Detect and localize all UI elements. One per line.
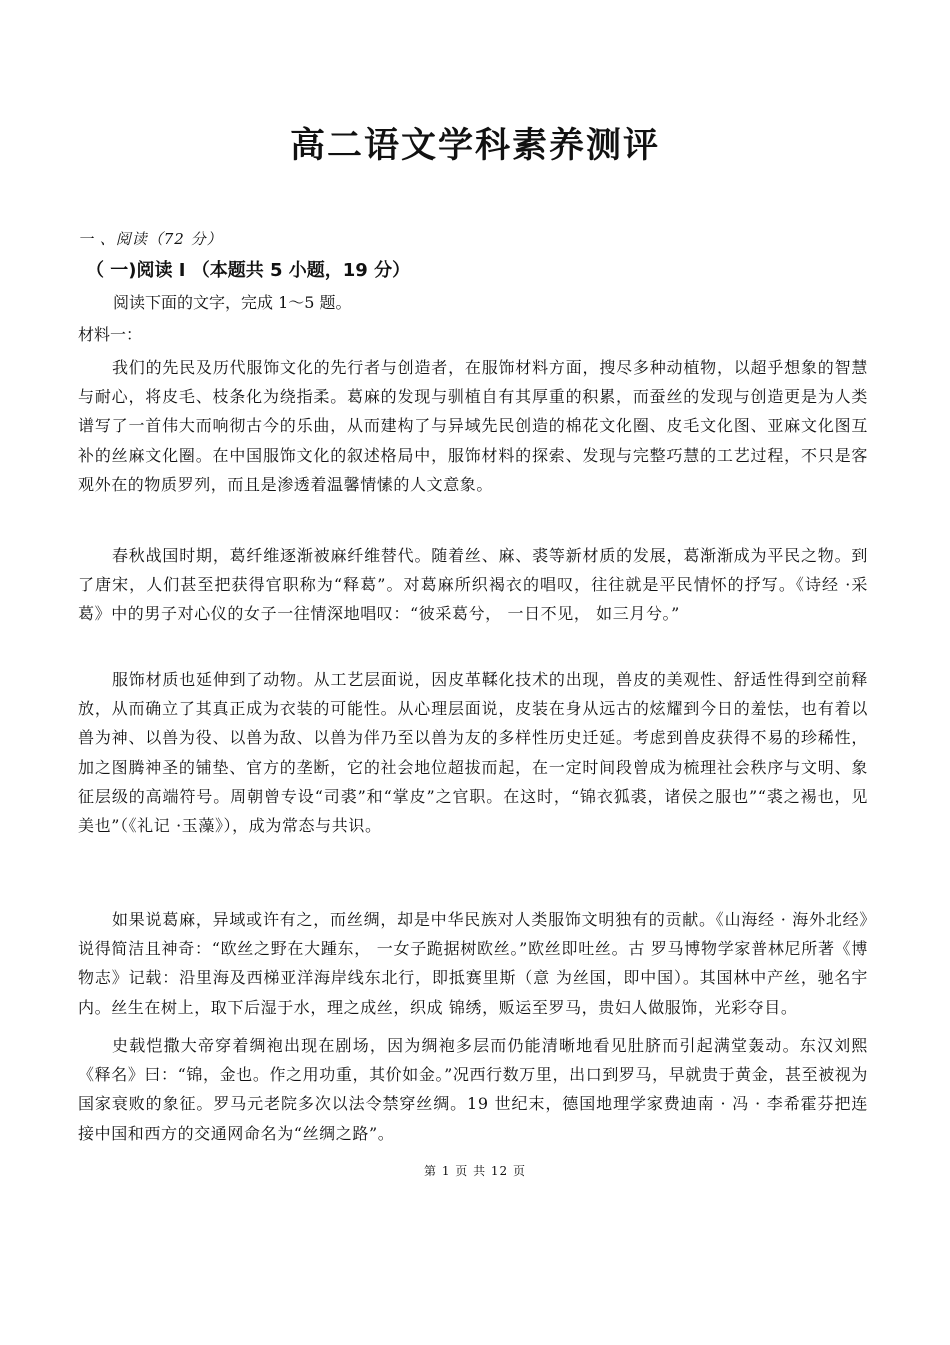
body-paragraph: 如果说葛麻，异域或许有之，而丝绸，却是中华民族对人类服饰文明独有的贡献。《山海经 · 海外北经》说得简洁且神奇：“欧丝之野在大踵东， 一女子跪据树欧丝。”欧丝即吐丝。古 罗马博物学家普林尼所著《博物志》记载：沿里海及西梯亚洋海岸线东北行，即抵赛里斯（意 为丝国，即中国）。其国林中产丝，驰名宇内。丝生在树上，取下后湿于水，理之成丝，织成 锦绣，贩运至罗马，贵妇人做服饰，光彩夺目。 [78, 910, 868, 1017]
body-paragraph: 我们的先民及历代服饰文化的先行者与创造者，在服饰材料方面，搜尽多种动植物，以超乎想象的智慧与耐心，将皮毛、枝条化为绕指柔。葛麻的发现与驯植自有其厚重的积累，而蚕丝的发现与创造更是为人类谱写了一首伟大而响彻古今的乐曲，从而建构了与异域先民创造的棉花文化圈、皮毛文化图、亚麻文化图互补的丝麻文化圈。在中国服饰文化的叙述格局中，服饰材料的探索、发现与完整巧慧的工艺过程，不只是客观外在的物质罗列，而且是渗透着温馨情愫的人文意象。 [78, 358, 868, 494]
instruction-text: 阅读下面的文字，完成 1～5 题。 [113, 293, 352, 312]
page-title: 高二语文学科素养测评 [289, 126, 660, 166]
body-paragraph: 春秋战国时期，葛纤维逐渐被麻纤维替代。随着丝、麻、裘等新材质的发展，葛渐渐成为平民之物。到了唐宋，人们甚至把获得官职称为“释葛”。对葛麻所织褐衣的唱叹，往往就是平民情怀的抒写。《诗经 ·采葛》中的男子对心仪的女子一往情深地唱叹：“彼采葛兮， 一日不见， 如三月兮。” [78, 546, 868, 624]
body-paragraph: 史载恺撒大帝穿着绸袍出现在剧场，因为绸袍多层而仍能清晰地看见肚脐而引起满堂轰动。东汉刘熙《释名》曰：“锦，金也。作之用功重，其价如金。”况西行数万里，出口到罗马，早就贵于黄金，甚至被视为国家衰败的象征。罗马元老院多次以法令禁穿丝绸。19 世纪末，德国地理学家费迪南 · 冯 · 李希霍芬把连接中国和西方的交通网命名为“丝绸之路”。 [78, 1036, 868, 1143]
body-paragraph: 服饰材质也延伸到了动物。从工艺层面说，因皮革鞣化技术的出现，兽皮的美观性、舒适性得到空前释放，从而确立了其真正成为衣装的可能性。从心理层面说，皮装在身从远古的炫耀到今日的羞怯，也有着以兽为神、以兽为役、以兽为敌、以兽为伴乃至以兽为友的多样性历史迁延。考虑到兽皮获得不易的珍稀性，加之图腾神圣的铺垫、官方的垄断，它的社会地位超拔而起，在一定时间段曾成为梳理社会秩序与文明、象征层级的高端符号。周朝曾专设“司裘”和“掌皮”之官职。在这时，“锦衣狐裘，诸侯之服也”“裘之裼也，见美也”（《礼记 ·玉藻》），成为常态与共识。 [78, 670, 868, 836]
section-heading: 一 、阅读（72 分） [78, 230, 223, 248]
page-footer: 第 1 页 共 12 页 [424, 1164, 526, 1178]
material-label: 材料一： [78, 325, 143, 344]
subsection-heading: （ 一)阅读 I （本题共 5 小题，19 分） [86, 260, 411, 281]
